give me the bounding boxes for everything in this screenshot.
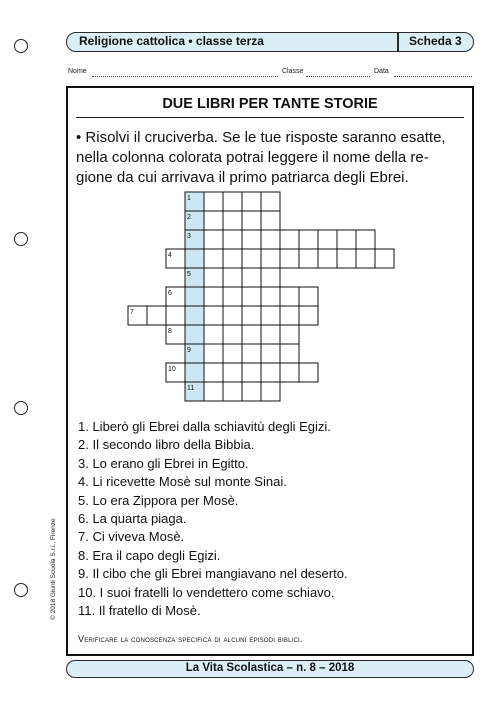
- crossword-cell[interactable]: [280, 249, 299, 268]
- crossword-cell[interactable]: [223, 211, 242, 230]
- crossword-cell[interactable]: [223, 382, 242, 401]
- crossword-cell[interactable]: [204, 382, 223, 401]
- crossword-cell[interactable]: [204, 363, 223, 382]
- crossword-cell[interactable]: [204, 344, 223, 363]
- crossword-cell[interactable]: [204, 287, 223, 306]
- instruction-line: • Risolvi il cruciverba. Se le tue risposte saranno esatte,: [76, 129, 446, 146]
- binder-hole-lower: [14, 401, 28, 415]
- crossword-cell[interactable]: [223, 249, 242, 268]
- clue-item: 3. Lo erano gli Ebrei in Egitto.: [78, 455, 249, 471]
- crossword-cell[interactable]: [299, 249, 318, 268]
- crossword-cell[interactable]: [261, 249, 280, 268]
- name-field[interactable]: [92, 76, 278, 77]
- clue-item: 9. Il cibo che gli Ebrei mangiavano nel deserto.: [78, 566, 348, 582]
- crossword-cell[interactable]: [242, 344, 261, 363]
- crossword-cell[interactable]: [261, 192, 280, 211]
- clue-item: 11. Il fratello di Mosè.: [78, 603, 201, 619]
- crossword-cell[interactable]: [204, 249, 223, 268]
- crossword-cell[interactable]: [337, 230, 356, 249]
- header-divider: [397, 32, 399, 52]
- crossword-cell[interactable]: [204, 325, 223, 344]
- student-fields: [68, 68, 472, 80]
- crossword-key-cell[interactable]: [185, 287, 204, 306]
- crossword-cell[interactable]: [223, 287, 242, 306]
- name-label: Nome: [68, 68, 87, 75]
- crossword-number: 1: [187, 195, 191, 202]
- crossword-number: 9: [187, 347, 191, 354]
- clue-item: 5. Lo era Zippora per Mosè.: [78, 492, 239, 508]
- crossword-cell[interactable]: [223, 325, 242, 344]
- crossword-cell[interactable]: [299, 363, 318, 382]
- crossword-cell[interactable]: [261, 230, 280, 249]
- crossword-cell[interactable]: [318, 249, 337, 268]
- crossword-cell[interactable]: [242, 325, 261, 344]
- crossword-number: 2: [187, 214, 191, 221]
- crossword-cell[interactable]: [261, 268, 280, 287]
- crossword-cell[interactable]: [242, 382, 261, 401]
- crossword-cell[interactable]: [204, 306, 223, 325]
- crossword-cell[interactable]: [280, 363, 299, 382]
- crossword-cell[interactable]: [223, 344, 242, 363]
- sheet-label: Scheda 3: [409, 34, 462, 48]
- clue-item: 1. Liberò gli Ebrei dalla schiavitù degli Egizi.: [78, 419, 331, 434]
- crossword-cell[interactable]: [242, 249, 261, 268]
- subject-label: Religione cattolica • classe terza: [79, 34, 264, 48]
- crossword-cell[interactable]: [261, 325, 280, 344]
- crossword-cell[interactable]: [261, 211, 280, 230]
- crossword-cell[interactable]: [280, 287, 299, 306]
- crossword-number: 3: [187, 233, 191, 240]
- crossword-cell[interactable]: [375, 249, 394, 268]
- crossword-cell[interactable]: [147, 306, 166, 325]
- crossword-cell[interactable]: [261, 287, 280, 306]
- verification-note: Verificare la conoscenza specifica di alcuni episodi biblici.: [78, 634, 303, 644]
- crossword-cell[interactable]: [204, 192, 223, 211]
- crossword-cell[interactable]: [242, 211, 261, 230]
- crossword-cell[interactable]: [356, 249, 375, 268]
- crossword-cell[interactable]: [280, 306, 299, 325]
- clue-item: 2. Il secondo libro della Bibbia.: [78, 437, 255, 453]
- crossword-cell[interactable]: [299, 287, 318, 306]
- crossword-grid: [68, 88, 472, 408]
- crossword-number: 5: [187, 271, 191, 278]
- crossword-cell[interactable]: [223, 306, 242, 325]
- clue-item: 4. Li ricevette Mosè sul monte Sinai.: [78, 474, 287, 490]
- crossword-number: 6: [168, 290, 172, 297]
- crossword-cell[interactable]: [261, 306, 280, 325]
- crossword-cell[interactable]: [166, 306, 185, 325]
- clue-list: [78, 418, 468, 620]
- clue-item: 10. I suoi fratelli lo vendettero come schiavo.: [78, 584, 335, 600]
- crossword-cell[interactable]: [204, 211, 223, 230]
- crossword-cell[interactable]: [242, 363, 261, 382]
- date-label: Data: [374, 68, 389, 75]
- copyright-credit: © 2018 Giunti Scuola S.r.l., Firenze: [50, 518, 57, 620]
- crossword-cell[interactable]: [223, 230, 242, 249]
- crossword-cell[interactable]: [242, 268, 261, 287]
- crossword-cell[interactable]: [242, 230, 261, 249]
- clue-item: 6. La quarta piaga.: [78, 511, 187, 527]
- instruction-line: nella colonna colorata potrai leggere il nome della re-: [76, 149, 429, 166]
- crossword-cell[interactable]: [204, 268, 223, 287]
- crossword-cell[interactable]: [299, 306, 318, 325]
- clue-item: 8. Era il capo degli Egizi.: [78, 547, 221, 563]
- footer-text: La Vita Scolastica – n. 8 – 2018: [185, 662, 355, 674]
- crossword-key-cell[interactable]: [185, 306, 204, 325]
- crossword-key-cell[interactable]: [185, 363, 204, 382]
- crossword-cell[interactable]: [261, 382, 280, 401]
- crossword-cell[interactable]: [318, 230, 337, 249]
- crossword-cell[interactable]: [242, 306, 261, 325]
- crossword-number: 7: [130, 309, 134, 316]
- crossword-cell[interactable]: [223, 268, 242, 287]
- binder-hole-upper: [14, 232, 28, 246]
- date-field[interactable]: [394, 76, 472, 77]
- page-title: DUE LIBRI PER TANTE STORIE: [162, 96, 378, 112]
- crossword-cell[interactable]: [356, 230, 375, 249]
- crossword-cell[interactable]: [223, 192, 242, 211]
- crossword-key-cell[interactable]: [185, 249, 204, 268]
- crossword-cell[interactable]: [204, 230, 223, 249]
- crossword-cell[interactable]: [299, 230, 318, 249]
- worksheet-box: [66, 86, 474, 656]
- instruction-line: gione da cui arrivava il primo patriarca degli Ebrei.: [76, 169, 409, 186]
- crossword-cell[interactable]: [261, 344, 280, 363]
- crossword-number: 8: [168, 328, 172, 335]
- crossword-cell[interactable]: [261, 363, 280, 382]
- crossword-cell[interactable]: [242, 287, 261, 306]
- crossword-number: 11: [187, 385, 195, 392]
- crossword-cell[interactable]: [223, 363, 242, 382]
- clue-item: 7. Ci viveva Mosè.: [78, 529, 185, 545]
- crossword-cell[interactable]: [280, 230, 299, 249]
- crossword-cell[interactable]: [280, 325, 299, 344]
- binder-hole-top: [14, 39, 28, 53]
- class-label: Classe: [282, 68, 304, 75]
- crossword-number: 10: [168, 366, 176, 373]
- class-field[interactable]: [306, 76, 370, 77]
- crossword-cell[interactable]: [337, 249, 356, 268]
- footer-bar: [66, 660, 474, 678]
- crossword-cell[interactable]: [280, 344, 299, 363]
- crossword-key-cell[interactable]: [185, 325, 204, 344]
- crossword-number: 4: [168, 252, 172, 259]
- header-bar: [66, 32, 474, 52]
- crossword-cell[interactable]: [242, 192, 261, 211]
- binder-hole-bottom: [14, 583, 28, 597]
